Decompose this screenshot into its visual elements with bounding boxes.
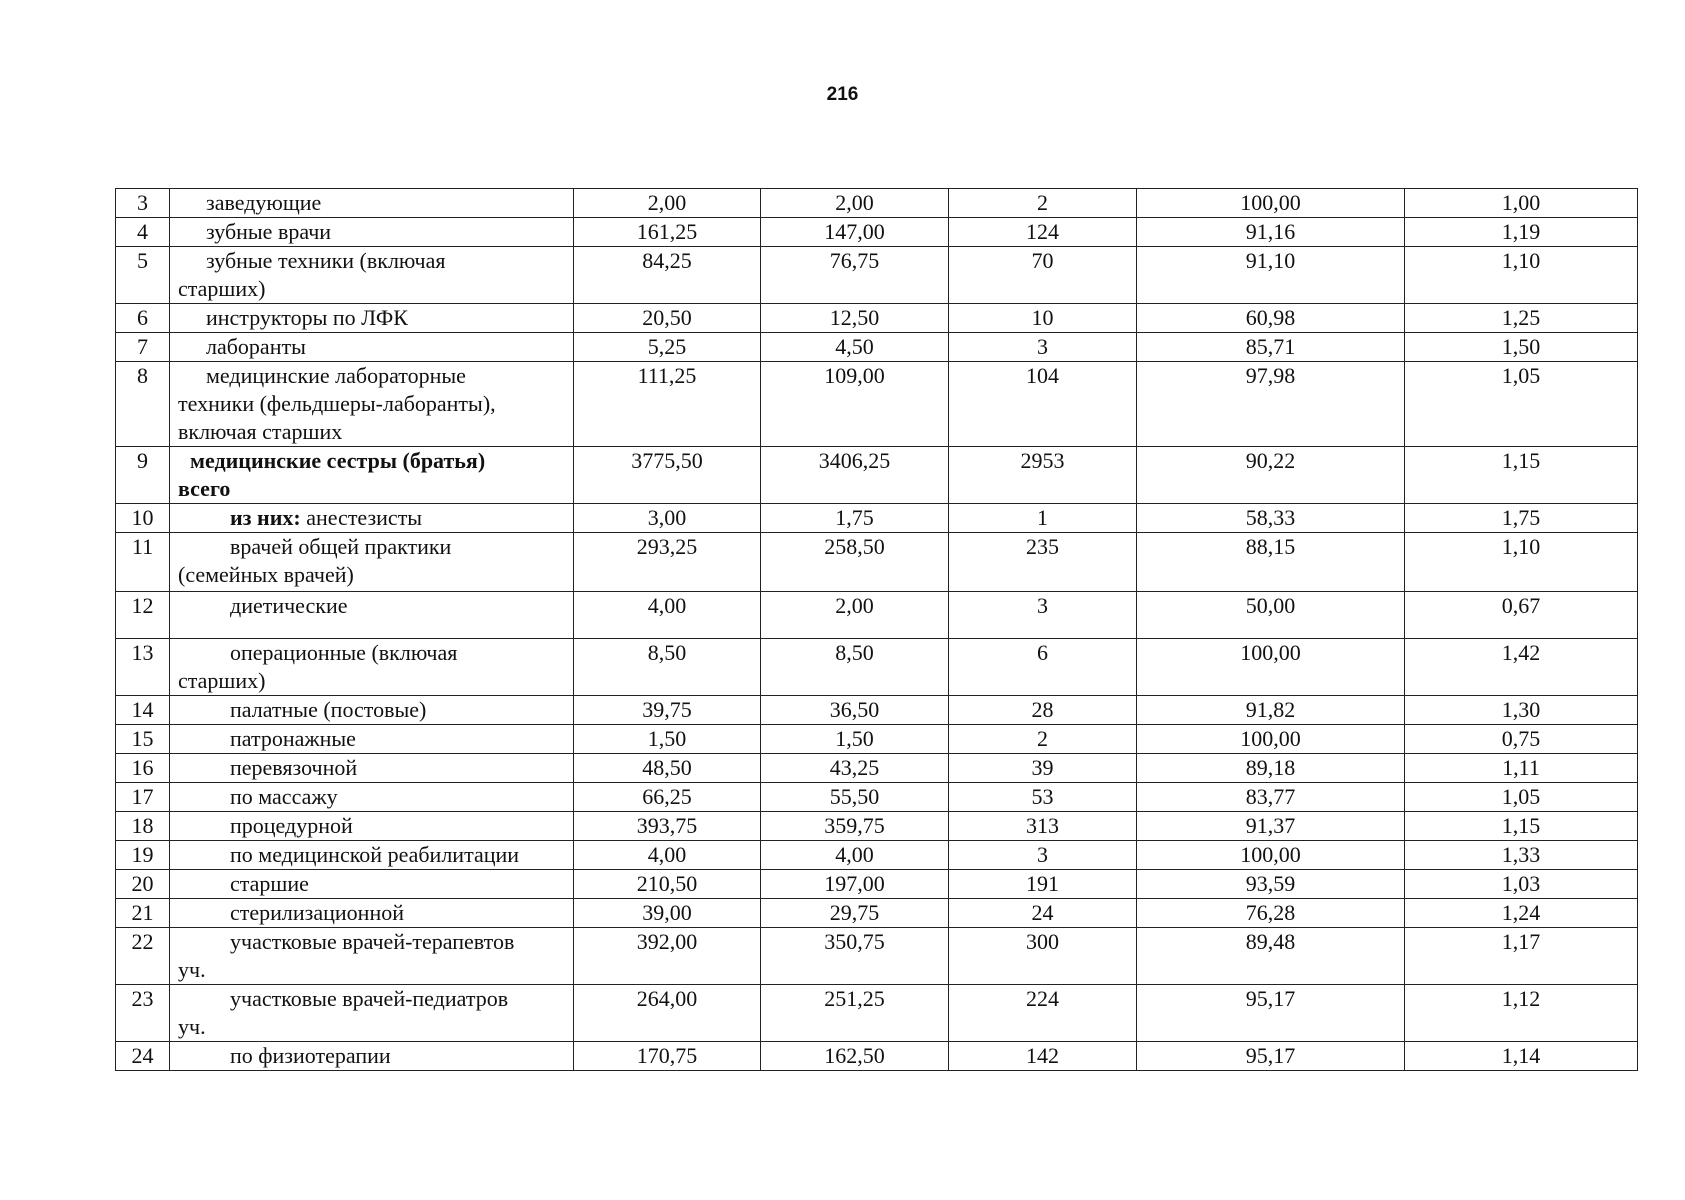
value-3: 39 xyxy=(949,754,1137,783)
value-2: 162,50 xyxy=(761,1042,949,1071)
value-2: 43,25 xyxy=(761,754,949,783)
row-name: стерилизационной xyxy=(170,899,574,928)
staff-table xyxy=(115,188,1638,1071)
value-5: 1,03 xyxy=(1405,870,1638,899)
value-2: 8,50 xyxy=(761,639,949,696)
value-5: 1,15 xyxy=(1405,447,1638,504)
table-row xyxy=(116,362,1638,447)
value-1: 170,75 xyxy=(574,1042,761,1071)
value-4: 85,71 xyxy=(1137,333,1405,362)
row-number: 22 xyxy=(116,928,170,985)
value-4: 90,22 xyxy=(1137,447,1405,504)
table-row xyxy=(116,725,1638,754)
row-number: 16 xyxy=(116,754,170,783)
table-row xyxy=(116,899,1638,928)
row-number: 17 xyxy=(116,783,170,812)
value-3: 2953 xyxy=(949,447,1137,504)
row-name: процедурной xyxy=(170,812,574,841)
value-5: 1,25 xyxy=(1405,304,1638,333)
value-1: 5,25 xyxy=(574,333,761,362)
value-3: 10 xyxy=(949,304,1137,333)
row-number: 9 xyxy=(116,447,170,504)
value-5: 1,15 xyxy=(1405,812,1638,841)
table-row xyxy=(116,754,1638,783)
value-5: 0,75 xyxy=(1405,725,1638,754)
value-5: 1,42 xyxy=(1405,639,1638,696)
value-2: 197,00 xyxy=(761,870,949,899)
value-3: 313 xyxy=(949,812,1137,841)
value-5: 1,14 xyxy=(1405,1042,1638,1071)
value-1: 48,50 xyxy=(574,754,761,783)
row-number: 7 xyxy=(116,333,170,362)
table-row xyxy=(116,696,1638,725)
value-5: 1,10 xyxy=(1405,247,1638,304)
value-3: 6 xyxy=(949,639,1137,696)
table-row xyxy=(116,1042,1638,1071)
value-2: 359,75 xyxy=(761,812,949,841)
table-row xyxy=(116,189,1638,218)
value-4: 91,10 xyxy=(1137,247,1405,304)
value-4: 93,59 xyxy=(1137,870,1405,899)
value-4: 95,17 xyxy=(1137,985,1405,1042)
value-3: 3 xyxy=(949,841,1137,870)
value-3: 224 xyxy=(949,985,1137,1042)
value-5: 1,50 xyxy=(1405,333,1638,362)
row-name: зубные врачи xyxy=(170,218,574,247)
row-name: участковые врачей-педиатров уч. xyxy=(170,985,574,1042)
table-row xyxy=(116,533,1638,592)
value-4: 91,82 xyxy=(1137,696,1405,725)
value-3: 191 xyxy=(949,870,1137,899)
table-row xyxy=(116,333,1638,362)
value-4: 88,15 xyxy=(1137,533,1405,592)
row-name: заведующие xyxy=(170,189,574,218)
table-row xyxy=(116,592,1638,639)
value-2: 2,00 xyxy=(761,189,949,218)
value-4: 76,28 xyxy=(1137,899,1405,928)
table-row xyxy=(116,247,1638,304)
value-5: 1,10 xyxy=(1405,533,1638,592)
value-5: 1,17 xyxy=(1405,928,1638,985)
row-number: 15 xyxy=(116,725,170,754)
row-name: по медицинской реабилитации xyxy=(170,841,574,870)
value-3: 2 xyxy=(949,725,1137,754)
value-3: 104 xyxy=(949,362,1137,447)
value-2: 350,75 xyxy=(761,928,949,985)
row-number: 21 xyxy=(116,899,170,928)
value-5: 1,11 xyxy=(1405,754,1638,783)
row-number: 14 xyxy=(116,696,170,725)
value-3: 235 xyxy=(949,533,1137,592)
value-3: 142 xyxy=(949,1042,1137,1071)
value-3: 53 xyxy=(949,783,1137,812)
row-name: старшие xyxy=(170,870,574,899)
row-name: диетические xyxy=(170,592,574,639)
value-1: 3775,50 xyxy=(574,447,761,504)
value-5: 1,12 xyxy=(1405,985,1638,1042)
table-row xyxy=(116,841,1638,870)
value-1: 4,00 xyxy=(574,592,761,639)
table-row xyxy=(116,639,1638,696)
row-name: перевязочной xyxy=(170,754,574,783)
value-1: 39,00 xyxy=(574,899,761,928)
value-2: 251,25 xyxy=(761,985,949,1042)
value-3: 3 xyxy=(949,592,1137,639)
value-2: 147,00 xyxy=(761,218,949,247)
value-1: 20,50 xyxy=(574,304,761,333)
row-number: 13 xyxy=(116,639,170,696)
value-3: 24 xyxy=(949,899,1137,928)
row-name: по физиотерапии xyxy=(170,1042,574,1071)
table-row xyxy=(116,985,1638,1042)
value-4: 83,77 xyxy=(1137,783,1405,812)
value-2: 1,75 xyxy=(761,504,949,533)
value-1: 264,00 xyxy=(574,985,761,1042)
value-1: 39,75 xyxy=(574,696,761,725)
value-5: 1,33 xyxy=(1405,841,1638,870)
value-1: 210,50 xyxy=(574,870,761,899)
value-2: 1,50 xyxy=(761,725,949,754)
value-1: 8,50 xyxy=(574,639,761,696)
table-row xyxy=(116,447,1638,504)
table-row xyxy=(116,218,1638,247)
value-1: 1,50 xyxy=(574,725,761,754)
value-3: 3 xyxy=(949,333,1137,362)
row-name: инструкторы по ЛФК xyxy=(170,304,574,333)
value-5: 0,67 xyxy=(1405,592,1638,639)
value-4: 100,00 xyxy=(1137,841,1405,870)
value-1: 293,25 xyxy=(574,533,761,592)
value-2: 3406,25 xyxy=(761,447,949,504)
value-5: 1,75 xyxy=(1405,504,1638,533)
table-row xyxy=(116,812,1638,841)
value-1: 2,00 xyxy=(574,189,761,218)
row-number: 3 xyxy=(116,189,170,218)
row-name: зубные техники (включая старших) xyxy=(170,247,574,304)
value-2: 36,50 xyxy=(761,696,949,725)
value-4: 95,17 xyxy=(1137,1042,1405,1071)
row-number: 10 xyxy=(116,504,170,533)
value-2: 29,75 xyxy=(761,899,949,928)
row-number: 24 xyxy=(116,1042,170,1071)
table-row xyxy=(116,870,1638,899)
value-2: 258,50 xyxy=(761,533,949,592)
value-2: 4,50 xyxy=(761,333,949,362)
row-number: 6 xyxy=(116,304,170,333)
row-name: медицинские сестры (братья) всего xyxy=(170,447,574,504)
value-4: 97,98 xyxy=(1137,362,1405,447)
value-4: 91,37 xyxy=(1137,812,1405,841)
row-number: 8 xyxy=(116,362,170,447)
row-number: 20 xyxy=(116,870,170,899)
value-4: 100,00 xyxy=(1137,725,1405,754)
value-5: 1,00 xyxy=(1405,189,1638,218)
value-3: 124 xyxy=(949,218,1137,247)
table-row xyxy=(116,928,1638,985)
row-number: 18 xyxy=(116,812,170,841)
value-1: 84,25 xyxy=(574,247,761,304)
value-3: 2 xyxy=(949,189,1137,218)
value-3: 28 xyxy=(949,696,1137,725)
row-name: из них: анестезисты xyxy=(170,504,574,533)
table-row xyxy=(116,504,1638,533)
value-5: 1,05 xyxy=(1405,783,1638,812)
value-4: 60,98 xyxy=(1137,304,1405,333)
value-5: 1,30 xyxy=(1405,696,1638,725)
row-name: лаборанты xyxy=(170,333,574,362)
value-4: 58,33 xyxy=(1137,504,1405,533)
value-4: 100,00 xyxy=(1137,639,1405,696)
row-number: 5 xyxy=(116,247,170,304)
value-4: 89,48 xyxy=(1137,928,1405,985)
value-3: 1 xyxy=(949,504,1137,533)
value-2: 55,50 xyxy=(761,783,949,812)
row-name: операционные (включая старших) xyxy=(170,639,574,696)
page-number: 216 xyxy=(826,84,859,105)
value-4: 100,00 xyxy=(1137,189,1405,218)
value-1: 392,00 xyxy=(574,928,761,985)
value-2: 109,00 xyxy=(761,362,949,447)
row-name: по массажу xyxy=(170,783,574,812)
value-2: 76,75 xyxy=(761,247,949,304)
value-5: 1,19 xyxy=(1405,218,1638,247)
value-3: 300 xyxy=(949,928,1137,985)
row-number: 11 xyxy=(116,533,170,592)
value-4: 89,18 xyxy=(1137,754,1405,783)
row-number: 4 xyxy=(116,218,170,247)
value-5: 1,05 xyxy=(1405,362,1638,447)
table-row xyxy=(116,783,1638,812)
value-4: 91,16 xyxy=(1137,218,1405,247)
row-number: 23 xyxy=(116,985,170,1042)
row-name: участковые врачей-терапевтов уч. xyxy=(170,928,574,985)
row-name: палатные (постовые) xyxy=(170,696,574,725)
row-name: врачей общей практики (семейных врачей) xyxy=(170,533,574,592)
value-5: 1,24 xyxy=(1405,899,1638,928)
value-1: 111,25 xyxy=(574,362,761,447)
value-2: 2,00 xyxy=(761,592,949,639)
value-3: 70 xyxy=(949,247,1137,304)
value-2: 12,50 xyxy=(761,304,949,333)
row-number: 19 xyxy=(116,841,170,870)
row-name: медицинские лабораторные техники (фельдшеры-лаборанты), включая старших xyxy=(170,362,574,447)
value-1: 4,00 xyxy=(574,841,761,870)
value-1: 3,00 xyxy=(574,504,761,533)
value-2: 4,00 xyxy=(761,841,949,870)
value-1: 161,25 xyxy=(574,218,761,247)
table-row xyxy=(116,304,1638,333)
row-number: 12 xyxy=(116,592,170,639)
value-4: 50,00 xyxy=(1137,592,1405,639)
value-1: 66,25 xyxy=(574,783,761,812)
row-name: патронажные xyxy=(170,725,574,754)
value-1: 393,75 xyxy=(574,812,761,841)
